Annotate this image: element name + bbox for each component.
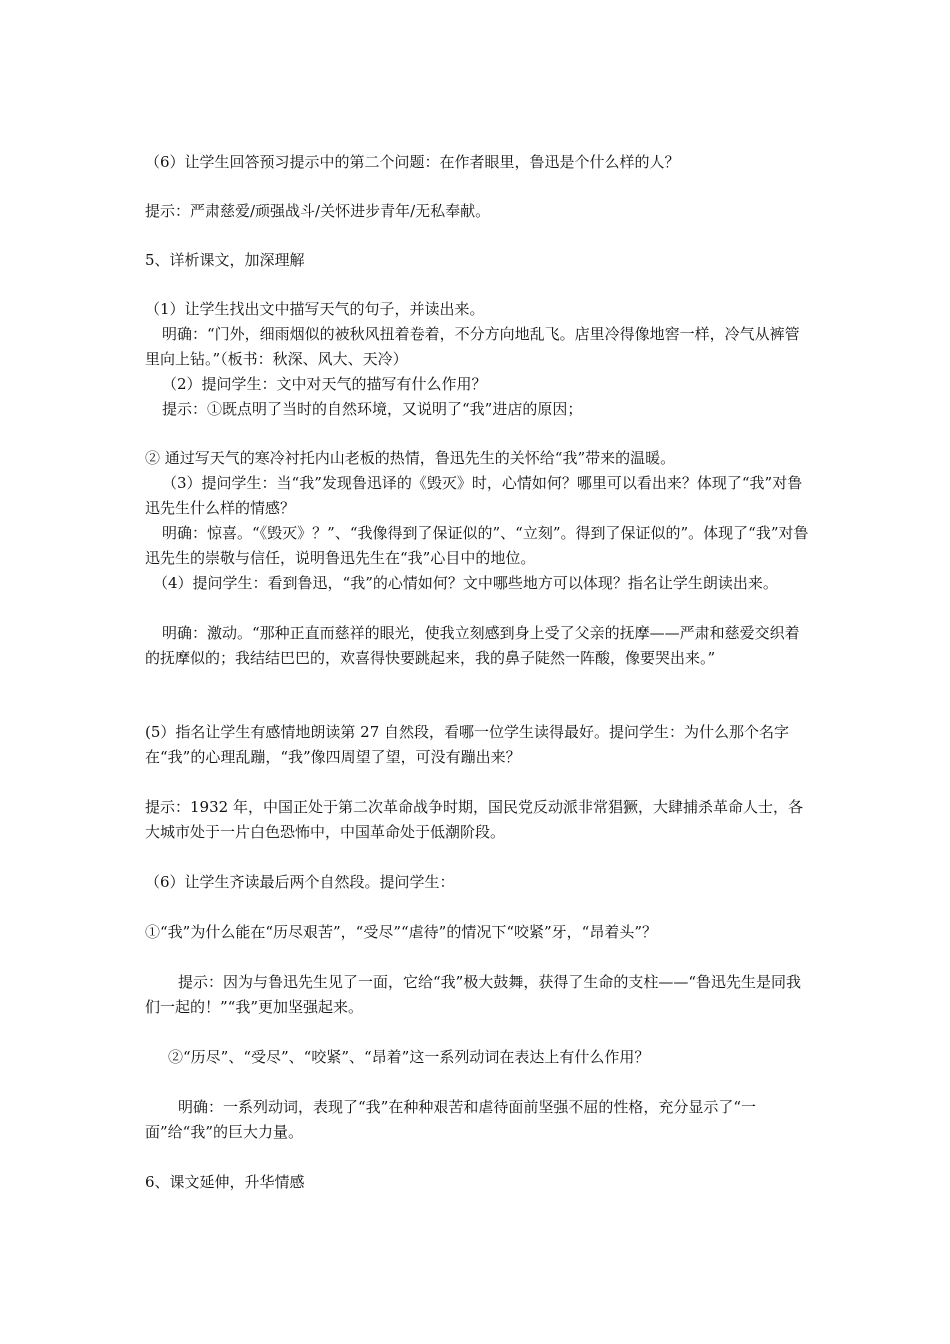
paragraph: （1）让学生找出文中描写天气的句子，并读出来。 [145,300,485,318]
paragraph: 明确：惊喜。“《毁灭》？”、“我像得到了保证似的”、“立刻”。得到了保证似的”。体现了“我”对鲁迅先生的崇敬与信任，说明鲁迅先生在“我”心目中的地位。 [145,524,809,567]
paragraph: （4）提问学生：看到鲁迅，“我”的心情如何？文中哪些地方可以体现？指名让学生朗读出来。 [153,574,778,592]
paragraph: 明确：“门外，细雨烟似的被秋风扭着卷着，不分方向地乱飞。店里冷得像地窖一样，冷气从裤管里向上钻。”（板书：秋深、风大、天冷） [145,325,800,368]
paragraph: 提示：因为与鲁迅先生见了一面，它给“我”极大鼓舞，获得了生命的支柱——“鲁迅先生是同我们一起的！”“我”更加坚强起来。 [145,973,802,1016]
paragraph: 明确：激动。“那种正直而慈祥的眼光，使我立刻感到身上受了父亲的抚摩——严肃和慈爱交织着的抚摩似的；我结结巴巴的，欢喜得快要跳起来，我的鼻子陡然一阵酸，像要哭出来。” [145,624,800,667]
paragraph: ①“我”为什么能在“历尽艰苦”，“受尽”“虐待”的情况下“咬紧”牙，“昂着头”？ [145,923,658,941]
paragraph: （3）提问学生：当“我”发现鲁迅译的《毁灭》时，心情如何？哪里可以看出来？体现了“我”对鲁迅先生什么样的情感？ [145,474,803,517]
paragraph: ② 通过写天气的寒冷衬托内山老板的热情，鲁迅先生的关怀给“我”带来的温暖。 [145,449,676,467]
paragraph: （6）让学生回答预习提示中的第二个问题：在作者眼里，鲁迅是个什么样的人？ [145,153,680,171]
paragraph: （6）让学生齐读最后两个自然段。提问学生： [145,873,455,891]
paragraph: (5）指名让学生有感情地朗读第 27 自然段，看哪一位学生读得最好。提问学生：为什么那个名字在“我”的心理乱蹦，“我”像四周望了望，可没有蹦出来？ [145,723,790,766]
paragraph: 明确：一系列动词，表现了“我”在种种艰苦和虐待面前坚强不屈的性格，充分显示了“一面”给“我”的巨大力量。 [145,1098,757,1141]
section-heading: 5、详析课文，加深理解 [145,251,305,269]
paragraph: 提示：严肃慈爱/顽强战斗/关怀进步青年/无私奉献。 [145,202,491,220]
paragraph: 提示：①既点明了当时的自然环境，又说明了“我”进店的原因； [162,400,583,418]
paragraph: ②“历尽”、“受尽”、“咬紧”、“昂着”这一系列动词在表达上有什么作用？ [168,1048,650,1066]
section-heading: 6、课文延伸，升华情感 [145,1173,305,1191]
paragraph: 提示：1932 年，中国正处于第二次革命战争时期，国民党反动派非常猖獗，大肆捕杀革命人士，各大城市处于一片白色恐怖中，中国革命处于低潮阶段。 [145,798,803,841]
paragraph: （2）提问学生：文中对天气的描写有什么作用？ [162,375,487,393]
